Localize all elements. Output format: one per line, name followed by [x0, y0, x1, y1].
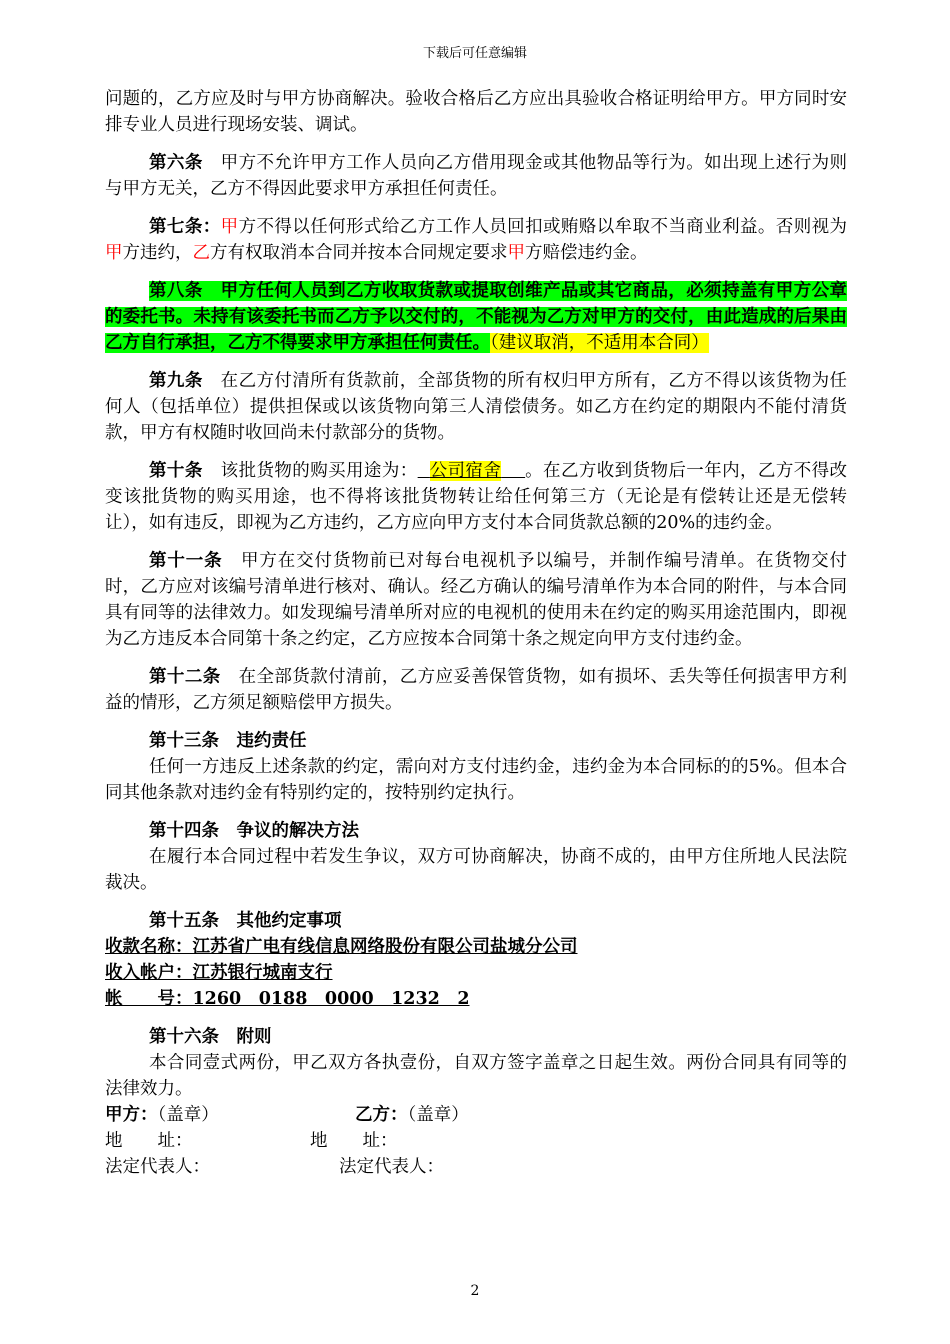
article-10 — [105, 458, 847, 536]
highlight-text: 甲 — [105, 243, 123, 263]
article-body: 甲方不允许甲方工作人员向乙方借用现金或其他物品等行为。如出现上述行为则与甲方无关，乙方不得因此要求甲方承担任何责任。 — [105, 153, 848, 199]
article-body: 方有权取消本合同并按本合同规定要求 — [210, 243, 508, 263]
article-14-body: 在履行本合同过程中若发生争议，双方可协商解决，协商不成的，由甲方住所地人民法院裁决。 — [105, 847, 847, 893]
payee-name: 收款名称：江苏省广电有线信息网络股份有限公司盐城分公司 — [105, 937, 578, 957]
document-body — [105, 86, 847, 1180]
account-number: 帐 号：1260 0188 0000 1232 2 — [105, 989, 470, 1009]
article-13-body: 任何一方违反上述条款的约定，需向对方支付违约金，违约金为本合同标的的5%。但本合同其他条款对违约金有特别约定的，按特别约定执行。 — [105, 757, 847, 803]
page-number: 2 — [470, 1283, 480, 1299]
article-title: 第七条： — [149, 217, 221, 237]
article-title: 第十条 — [149, 461, 203, 481]
article-12 — [105, 664, 847, 716]
revision-note: （建议取消，不适用本合同） — [490, 333, 709, 353]
address-b: 地 址： — [310, 1131, 398, 1151]
article-title: 第六条 — [149, 153, 203, 173]
purpose-value: 公司宿舍 — [429, 461, 502, 481]
article-15-title: 第十五条 其他约定事项 — [149, 911, 342, 931]
article-body: 方赔偿违约金。 — [525, 243, 648, 263]
article-body: 方违约， — [122, 243, 193, 263]
article-body: 甲方任何人员到乙方收取货款或提取创维产品或其它商品，必须持盖有甲方公章的委托书。未持有该委托书而乙方予以交付的，不能视为乙方对甲方的交付，由此造成的后果由乙方自行承担，乙方不得要求甲方承担任何责任。 — [105, 281, 848, 353]
bank-account: 收入帐户：江苏银行城南支行 — [105, 963, 333, 983]
highlight-text: 甲 — [220, 217, 239, 237]
party-b-label: 乙方： — [355, 1105, 408, 1125]
fill-blank — [501, 461, 525, 481]
article-title: 第九条 — [149, 371, 203, 391]
article-body: 甲方在交付货物前已对每台电视机予以编号，并制作编号清单。在货物交付时，乙方应对该编号清单进行核对、确认。经乙方确认的编号清单作为本合同的附件，与本合同具有同等的法律效力。如发现编号清单所对应的电视机的使用未在约定的购买用途范围内，即视为乙方违反本合同第十条之约定，乙方应按本合同第十条之规定向甲方支付违约金。 — [105, 551, 848, 649]
address-a: 地 址： — [105, 1131, 193, 1151]
article-9 — [105, 368, 847, 446]
seal-b: （盖章） — [407, 1105, 469, 1125]
signature-address-row — [105, 1128, 847, 1154]
rep-b: 法定代表人： — [339, 1157, 444, 1177]
signature-rep-row — [105, 1154, 847, 1180]
party-a-label: 甲方： — [105, 1105, 158, 1125]
article-title: 第十二条 — [149, 667, 221, 687]
article-body: 方不得以任何形式给乙方工作人员回扣或贿赂以牟取不当商业利益。否则视为 — [238, 217, 848, 237]
seal-a: （盖章） — [157, 1105, 219, 1125]
article-13-title: 第十三条 违约责任 — [149, 731, 307, 751]
paragraph-continuation: 问题的，乙方应及时与甲方协商解决。验收合格后乙方应出具验收合格证明给甲方。甲方同时安排专业人员进行现场安装、调试。 — [105, 89, 847, 135]
highlight-text: 甲 — [507, 243, 525, 263]
article-title: 第八条 — [149, 281, 203, 301]
article-6 — [105, 150, 847, 202]
article-title: 第十一条 — [149, 551, 223, 571]
article-7 — [105, 214, 847, 266]
article-body: 在全部货款付清前，乙方应妥善保管货物，如有损坏、丢失等任何损害甲方利益的情形，乙方须足额赔偿甲方损失。 — [105, 667, 848, 713]
rep-a: 法定代表人： — [105, 1157, 210, 1177]
page-header: 下载后可任意编辑 — [422, 46, 527, 61]
article-8 — [105, 278, 847, 356]
article-body: 在乙方付清所有货款前，全部货物的所有权归甲方所有，乙方不得以该货物为任何人（包括单位）提供担保或以该货物向第三人清偿债务。如乙方在约定的期限内不能付清货款，甲方有权随时收回尚未付款部分的货物。 — [105, 371, 848, 443]
article-14-title: 第十四条 争议的解决方法 — [149, 821, 359, 841]
article-11 — [105, 548, 847, 652]
signature-party-row — [105, 1102, 847, 1128]
highlight-text: 乙 — [192, 243, 210, 263]
article-body: 该批货物的购买用途为： — [220, 461, 418, 481]
fill-blank — [418, 461, 430, 481]
article-16-body: 本合同壹式两份，甲乙双方各执壹份，自双方签字盖章之日起生效。两份合同具有同等的法律效力。 — [105, 1053, 847, 1099]
article-body: 。在乙方收到货物后一年内，乙方不得改变该批货物的购买用途，也不得将该批货物转让给任何第三方（无论是有偿转让还是无偿转让），如有违反，即视为乙方违约，乙方应向甲方支付本合同货款总额的20%的违约金。 — [105, 461, 848, 533]
article-16-title: 第十六条 附则 — [149, 1027, 272, 1047]
